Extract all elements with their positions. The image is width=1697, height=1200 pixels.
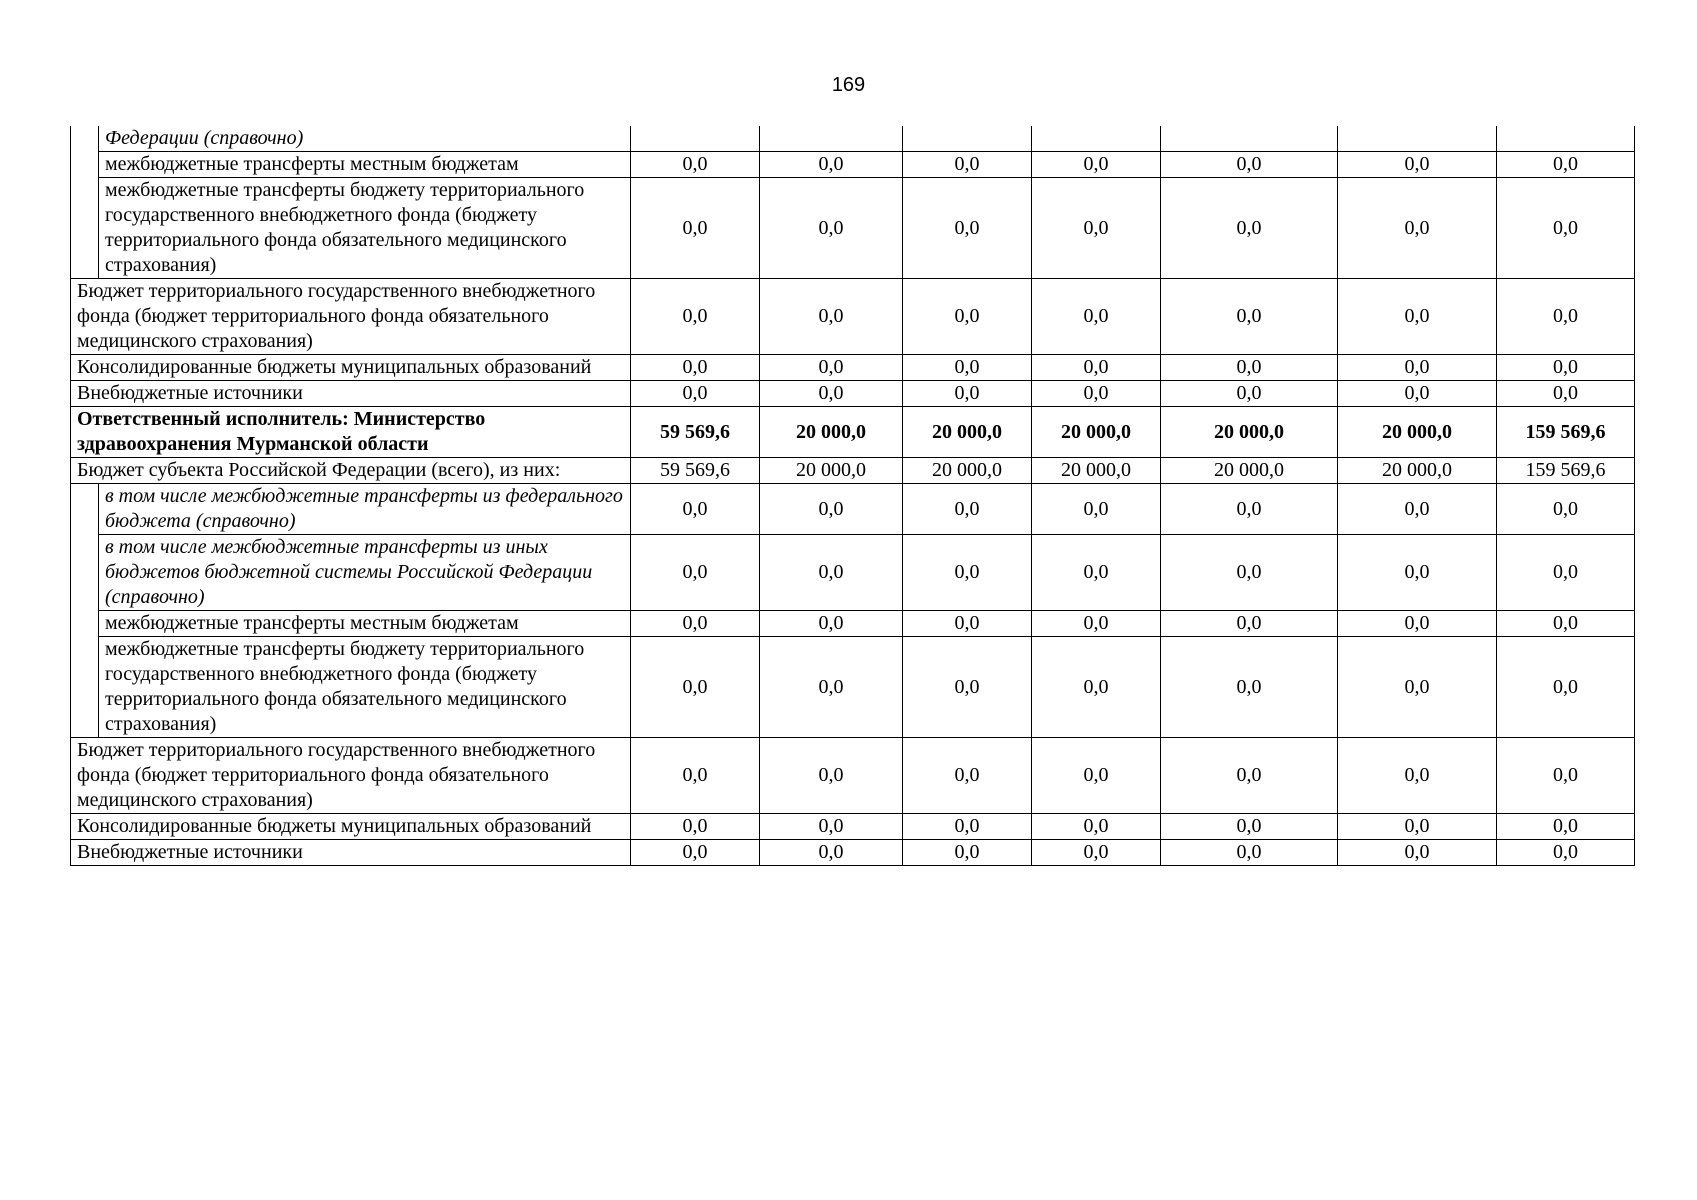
value-cell: 0,0: [1338, 381, 1497, 407]
row-label: Ответственный исполнитель: Министерство здравоохранения Мурманской области: [71, 407, 631, 458]
value-cell: 0,0: [1338, 738, 1497, 814]
row-label: межбюджетные трансферты местным бюджетам: [99, 152, 631, 178]
value-cell: 0,0: [1338, 840, 1497, 866]
row-label: Бюджет территориального государственного внебюджетного фонда (бюджет территориального фонда обязательного медицинского страхования): [71, 279, 631, 355]
indent-cell: [71, 535, 99, 611]
value-cell: 0,0: [1161, 637, 1338, 738]
row-label: Внебюджетные источники: [71, 381, 631, 407]
indent-cell: [71, 152, 99, 178]
value-cell: 0,0: [1497, 152, 1635, 178]
value-cell: 0,0: [1338, 279, 1497, 355]
indent-cell: [71, 637, 99, 738]
value-cell: 0,0: [1161, 381, 1338, 407]
value-cell: 159 569,6: [1497, 458, 1635, 484]
table-row: [71, 814, 1635, 840]
value-cell: 0,0: [760, 738, 903, 814]
value-cell: [1338, 126, 1497, 152]
value-cell: 159 569,6: [1497, 407, 1635, 458]
value-cell: 0,0: [1032, 814, 1161, 840]
value-cell: 0,0: [903, 535, 1032, 611]
table-row: [71, 484, 1635, 535]
value-cell: 0,0: [760, 178, 903, 279]
value-cell: 0,0: [1032, 279, 1161, 355]
value-cell: 0,0: [1338, 611, 1497, 637]
value-cell: 0,0: [760, 611, 903, 637]
value-cell: 0,0: [903, 611, 1032, 637]
value-cell: 0,0: [631, 152, 760, 178]
value-cell: 0,0: [631, 484, 760, 535]
value-cell: 0,0: [1338, 535, 1497, 611]
row-label: Консолидированные бюджеты муниципальных образований: [71, 355, 631, 381]
value-cell: 20 000,0: [903, 407, 1032, 458]
indent-cell: [71, 178, 99, 279]
value-cell: 0,0: [1497, 814, 1635, 840]
indent-cell: [71, 126, 99, 152]
value-cell: 0,0: [903, 738, 1032, 814]
value-cell: 20 000,0: [903, 458, 1032, 484]
value-cell: 0,0: [1161, 355, 1338, 381]
value-cell: 0,0: [903, 381, 1032, 407]
row-label: Федерации (справочно): [99, 126, 631, 152]
value-cell: 59 569,6: [631, 407, 760, 458]
table-row: [71, 458, 1635, 484]
value-cell: 0,0: [1032, 738, 1161, 814]
value-cell: 0,0: [1161, 611, 1338, 637]
value-cell: 0,0: [1497, 637, 1635, 738]
value-cell: 20 000,0: [1338, 458, 1497, 484]
value-cell: 0,0: [1497, 381, 1635, 407]
value-cell: 0,0: [903, 279, 1032, 355]
value-cell: 0,0: [1338, 814, 1497, 840]
value-cell: 0,0: [903, 178, 1032, 279]
value-cell: 0,0: [631, 814, 760, 840]
value-cell: 59 569,6: [631, 458, 760, 484]
value-cell: 0,0: [760, 535, 903, 611]
value-cell: 0,0: [1032, 355, 1161, 381]
value-cell: 0,0: [631, 279, 760, 355]
value-cell: 0,0: [760, 840, 903, 866]
value-cell: 0,0: [760, 814, 903, 840]
value-cell: 0,0: [1497, 279, 1635, 355]
value-cell: 0,0: [1497, 355, 1635, 381]
value-cell: 0,0: [760, 152, 903, 178]
value-cell: 0,0: [1032, 484, 1161, 535]
row-label: Бюджет территориального государственного внебюджетного фонда (бюджет территориального фонда обязательного медицинского страхования): [71, 738, 631, 814]
value-cell: [1032, 126, 1161, 152]
value-cell: 0,0: [631, 637, 760, 738]
value-cell: 20 000,0: [1161, 458, 1338, 484]
table-row: [71, 152, 1635, 178]
row-label: в том числе межбюджетные трансферты из федерального бюджета (справочно): [99, 484, 631, 535]
value-cell: 0,0: [1497, 611, 1635, 637]
value-cell: 0,0: [1032, 611, 1161, 637]
value-cell: 0,0: [1497, 178, 1635, 279]
value-cell: [760, 126, 903, 152]
value-cell: [1161, 126, 1338, 152]
value-cell: 0,0: [1338, 355, 1497, 381]
value-cell: 0,0: [631, 381, 760, 407]
value-cell: 0,0: [1497, 484, 1635, 535]
value-cell: 0,0: [631, 738, 760, 814]
value-cell: 0,0: [760, 355, 903, 381]
value-cell: 0,0: [1032, 535, 1161, 611]
value-cell: 0,0: [903, 637, 1032, 738]
value-cell: 0,0: [903, 355, 1032, 381]
value-cell: 0,0: [1161, 484, 1338, 535]
row-label: межбюджетные трансферты бюджету территориального государственного внебюджетного фонда (бюджету территориального фонда обязательного медицинского страхования): [99, 178, 631, 279]
value-cell: 0,0: [1032, 152, 1161, 178]
value-cell: 0,0: [631, 178, 760, 279]
row-label: межбюджетные трансферты бюджету территориального государственного внебюджетного фонда (бюджету территориального фонда обязательного медицинского страхования): [99, 637, 631, 738]
value-cell: 0,0: [760, 484, 903, 535]
value-cell: 0,0: [903, 814, 1032, 840]
table-row: [71, 738, 1635, 814]
value-cell: 0,0: [1161, 840, 1338, 866]
value-cell: 0,0: [903, 840, 1032, 866]
row-label: Бюджет субъекта Российской Федерации (всего), из них:: [71, 458, 631, 484]
row-label: в том числе межбюджетные трансферты из иных бюджетов бюджетной системы Российской Федерации (справочно): [99, 535, 631, 611]
table-row: [71, 535, 1635, 611]
value-cell: 0,0: [631, 535, 760, 611]
value-cell: 0,0: [1338, 178, 1497, 279]
value-cell: 20 000,0: [1161, 407, 1338, 458]
value-cell: [903, 126, 1032, 152]
table-row: [71, 279, 1635, 355]
table-row: [71, 355, 1635, 381]
budget-table: [70, 126, 1635, 866]
value-cell: [1497, 126, 1635, 152]
row-label: межбюджетные трансферты местным бюджетам: [99, 611, 631, 637]
table-row: [71, 840, 1635, 866]
table-row: [71, 611, 1635, 637]
value-cell: 0,0: [903, 484, 1032, 535]
value-cell: 0,0: [1338, 484, 1497, 535]
row-label: Внебюджетные источники: [71, 840, 631, 866]
value-cell: 0,0: [1338, 637, 1497, 738]
value-cell: 0,0: [631, 611, 760, 637]
value-cell: 0,0: [1497, 840, 1635, 866]
indent-cell: [71, 611, 99, 637]
value-cell: 0,0: [760, 637, 903, 738]
table-body: [71, 126, 1635, 866]
value-cell: 0,0: [1161, 152, 1338, 178]
table-row: [71, 407, 1635, 458]
table-row: [71, 637, 1635, 738]
value-cell: 0,0: [903, 152, 1032, 178]
table-row: [71, 126, 1635, 152]
value-cell: 0,0: [1497, 738, 1635, 814]
value-cell: 0,0: [1032, 178, 1161, 279]
indent-cell: [71, 484, 99, 535]
page-number: 169: [831, 74, 866, 96]
value-cell: 0,0: [1161, 814, 1338, 840]
value-cell: 0,0: [760, 381, 903, 407]
value-cell: [631, 126, 760, 152]
value-cell: 20 000,0: [760, 458, 903, 484]
value-cell: 20 000,0: [1032, 407, 1161, 458]
table-row: [71, 178, 1635, 279]
value-cell: 0,0: [1161, 535, 1338, 611]
value-cell: 0,0: [1338, 152, 1497, 178]
value-cell: 0,0: [1497, 535, 1635, 611]
value-cell: 0,0: [760, 279, 903, 355]
value-cell: 20 000,0: [760, 407, 903, 458]
value-cell: 0,0: [1161, 279, 1338, 355]
value-cell: 20 000,0: [1338, 407, 1497, 458]
value-cell: 0,0: [1161, 738, 1338, 814]
value-cell: 0,0: [1032, 840, 1161, 866]
value-cell: 0,0: [1032, 381, 1161, 407]
row-label: Консолидированные бюджеты муниципальных образований: [71, 814, 631, 840]
value-cell: 0,0: [631, 840, 760, 866]
value-cell: 20 000,0: [1032, 458, 1161, 484]
value-cell: 0,0: [631, 355, 760, 381]
value-cell: 0,0: [1161, 178, 1338, 279]
table-row: [71, 381, 1635, 407]
value-cell: 0,0: [1032, 637, 1161, 738]
